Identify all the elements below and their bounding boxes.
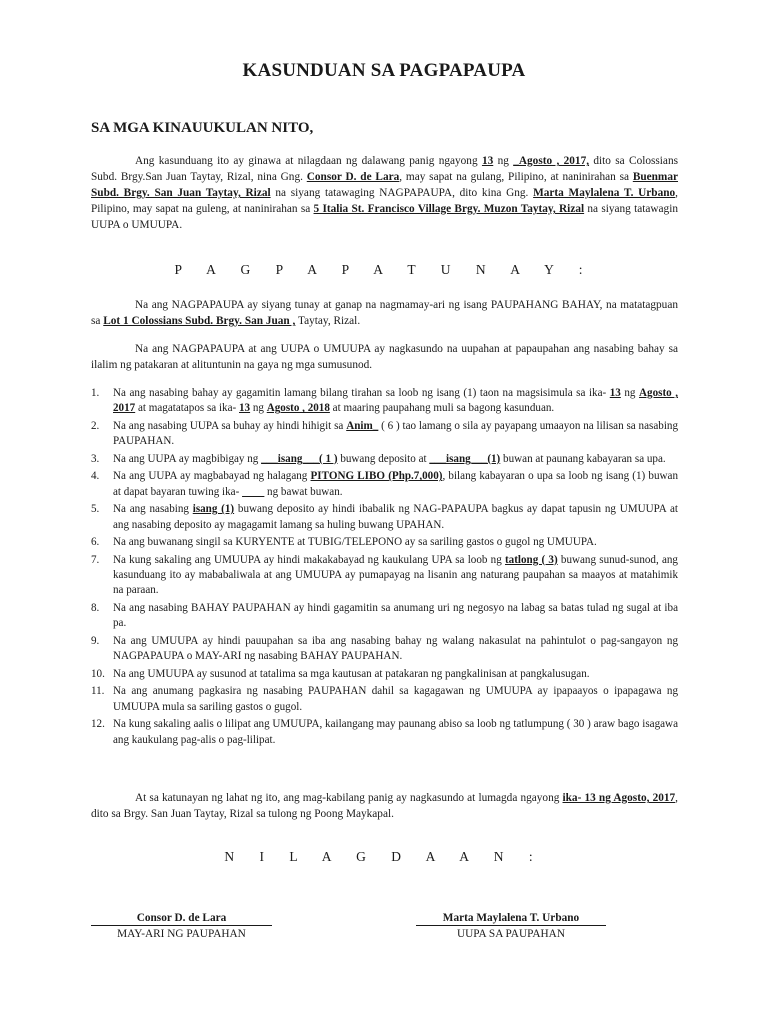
intro-text: na siyang tatawaging NAGPAPAUPA, dito kina Gng.: [270, 187, 534, 199]
term-text: Na kung sakaling aalis o lilipat ang UMUUPA, kailangang may paunang abiso sa loob ng tatlumpung ( 30 ) araw bago isagawa ang kaukulang pag-alis o pag-lilipat.: [113, 718, 678, 746]
payment-day-blank: ____: [242, 485, 265, 498]
term-text: ng: [620, 387, 640, 399]
ownership-text: Na ang NAGPAPAUPA ay siyang tunay at ganap na nagmamay-ari ng isang PAUPAHANG BAHAY, na matatagpuan sa: [91, 299, 678, 327]
term-item: [91, 419, 678, 450]
intro-paragraph: [91, 153, 678, 233]
term-item: [91, 535, 678, 550]
closing-text: , dito sa Brgy. San Juan Taytay, Rizal sa tulong ng Poong Maykapal.: [91, 792, 678, 820]
terms-list: [91, 386, 678, 750]
intro-text: , may sapat na gulang, Pilipino, at naninirahan sa: [399, 171, 633, 183]
term-number: 9.: [91, 634, 100, 647]
term-item: [91, 717, 678, 748]
signing-date: ika- 13 ng Agosto, 2017: [562, 792, 676, 804]
term-number: 2.: [91, 419, 100, 432]
intro-text: Ang kasunduang ito ay ginawa at nilagdaan ng dalawang panig ngayong: [135, 155, 482, 167]
term-number: 11.: [91, 685, 105, 698]
term-end-day: 13: [239, 402, 251, 415]
term-text: Na ang nasabing BAHAY PAUPAHAN ay hindi gagamitin sa anumang uri ng negosyo na labag sa batas tulad ng sugal at iba pa.: [113, 601, 678, 630]
term-start-day: 13: [609, 387, 621, 399]
signature-block-lessor: [91, 912, 272, 940]
intro-text: ng: [493, 155, 514, 167]
salutation: SA MGA KINAUUKULAN NITO,: [91, 120, 314, 136]
lessor-signature-name: Consor D. de Lara: [91, 912, 272, 926]
deposit-count: isang (1): [192, 503, 235, 516]
lessee-name: Marta Maylalena T. Urbano: [533, 187, 676, 199]
term-number: 3.: [91, 452, 100, 465]
term-number: 6.: [91, 536, 100, 549]
advance-months: ___isang___(1): [429, 452, 501, 465]
lessee-address: 5 Italia St. Francisco Village Brgy. Muzon Taytay, Rizal: [313, 203, 585, 215]
monthly-rent-amount: PITONG LIBO (Php.7,000): [310, 470, 443, 483]
term-text: Na ang UMUUPA ay hindi pauupahan sa iba ang nasabing bahay ng walang nakasulat na pahintulot o pag-sangayon ng NAGPAPAUPA o MAY-ARI ng nasabing BAHAY PAUPAHAN.: [113, 634, 678, 663]
agreement-day: 13: [481, 155, 494, 167]
term-item: [91, 667, 678, 682]
intro-text: na siyang tatawagin UUPA o UMUUPA.: [91, 203, 678, 231]
term-text: Na ang anumang pagkasira ng nasabing PAUPAHAN dahil sa kagagawan ng UMUUPA ay ipapaayos o ipapagawa ng UMUUPA mula sa sariling gastos o gugol.: [113, 685, 678, 713]
term-text: Na ang nasabing bahay ay gagamitin lamang bilang tirahan sa loob ng isang (1) taon na magsisimula sa ika-: [113, 387, 610, 399]
ownership-text: Taytay, Rizal.: [295, 315, 361, 327]
term-item: [91, 684, 678, 715]
signature-block-lessee: [416, 912, 606, 940]
section-heading-pagpapatunay: P A G P A P A T U N A Y :: [174, 262, 594, 277]
term-text: Na ang buwanang singil sa KURYENTE at TUBIG/TELEPONO ay sa sariling gastos o gugol ng UMUUPA.: [113, 536, 597, 549]
term-item: [91, 386, 678, 417]
term-text: at maaring paupahang muli sa bagong kasunduan.: [329, 402, 555, 415]
term-item: [91, 452, 678, 467]
lessor-address: Buenmar Subd. Brgy. San Juan Taytay, Rizal: [91, 171, 679, 199]
term-text: , bilang kabayaran o upa sa loob ng isang (1) buwan at dapat bayaran tuwing ika-: [113, 470, 679, 498]
ownership-paragraph: [91, 297, 678, 329]
term-text: Na ang UUPA ay magbibigay ng: [113, 452, 262, 465]
term-text: ( 6 ) tao lamang o sila ay payapang umaayon na lilisan sa nasabing PAUPAHAN.: [113, 419, 678, 448]
term-number: 1.: [91, 387, 100, 399]
lessee-role: UUPA SA PAUPAHAN: [456, 928, 565, 940]
term-number: 12.: [91, 718, 105, 731]
agreement-paragraph: Na ang NAGPAPAUPA at ang UUPA o UMUUPA ay nagkasundo na uupahan at papaupahan ang nasabing bahay sa ilalim ng patakaran at alituntunin na gaya ng mga sumusunod.: [91, 343, 678, 371]
term-text: Na kung sakaling ang UMUUPA ay hindi makakabayad ng kaukulang UPA sa loob ng: [113, 553, 505, 566]
term-text: Na ang UMUUPA ay susunod at tatalima sa mga kautusan at patakaran ng pangkalinisan at pangkalusugan.: [113, 667, 590, 680]
term-item: [91, 634, 678, 665]
section-heading-nilagdaan: N I L A G D A A N :: [224, 849, 544, 864]
intro-text: dito sa Colossians Subd. Brgy.San Juan Taytay, Rizal, nina Gng.: [91, 155, 678, 183]
term-text: buwan at paunang kabayaran sa upa.: [500, 452, 666, 465]
term-text: Na ang nasabing: [113, 503, 193, 516]
closing-text: At sa katunayan ng lahat ng ito, ang mag-kabilang panig ay nagkasundo at lumagda ngayong: [135, 792, 563, 804]
term-number: 5.: [91, 503, 100, 516]
lessee-signature-name: Marta Maylalena T. Urbano: [416, 912, 606, 926]
lessor-name: Consor D. de Lara: [306, 171, 400, 183]
term-text: ng bawat buwan.: [264, 485, 343, 498]
term-text: at magatatapos sa ika-: [135, 402, 239, 415]
intro-text: , Pilipino, may sapat na guleng, at naninirahan sa: [91, 187, 678, 215]
occupant-limit: Anim_: [346, 419, 379, 432]
term-text: buwang sunud-sunod, ang kasunduang ito ay mababaliwala at ang UMUUPA ay pumapayag na lisanin ang naturang paupahan sa maayos at matahimik na paraan.: [113, 553, 678, 597]
term-item: [91, 553, 678, 599]
agreement-month-year: _Agosto , 2017,: [513, 155, 590, 167]
term-number: 8.: [91, 601, 100, 614]
lessor-role: MAY-ARI NG PAUPAHAN: [117, 928, 246, 940]
property-location: Lot 1 Colossians Subd. Brgy. San Juan ,: [103, 315, 296, 327]
term-text: Na ang nasabing UUPA sa buhay ay hindi hihigit sa: [113, 419, 347, 432]
term-text: buwang deposito at: [337, 452, 430, 465]
term-item: [91, 469, 678, 500]
document-title: KASUNDUAN SA PAGPAPAUPA: [242, 60, 526, 81]
term-start-date: Agosto , 2017: [113, 387, 679, 415]
default-months: tatlong ( 3): [504, 553, 558, 566]
term-number: 7.: [91, 553, 100, 566]
term-text: Na ang UUPA ay magbabayad ng halagang: [113, 470, 311, 483]
deposit-months: ___isang___( 1 ): [261, 452, 338, 465]
term-item: [91, 601, 678, 632]
closing-paragraph: [91, 790, 678, 822]
term-end-date: Agosto , 2018: [266, 402, 330, 415]
term-item: [91, 502, 678, 533]
term-text: buwang deposito ay hindi ibabalik ng NAG-PAPAUPA bagkus ay dapat tapusin ng UMUUPA at ang nasabing deposito ay magagamit lamang sa huling buwang UPAHAN.: [113, 503, 678, 531]
term-text: ng: [250, 402, 267, 415]
term-number: 4.: [91, 470, 100, 483]
term-number: 10.: [91, 667, 105, 680]
